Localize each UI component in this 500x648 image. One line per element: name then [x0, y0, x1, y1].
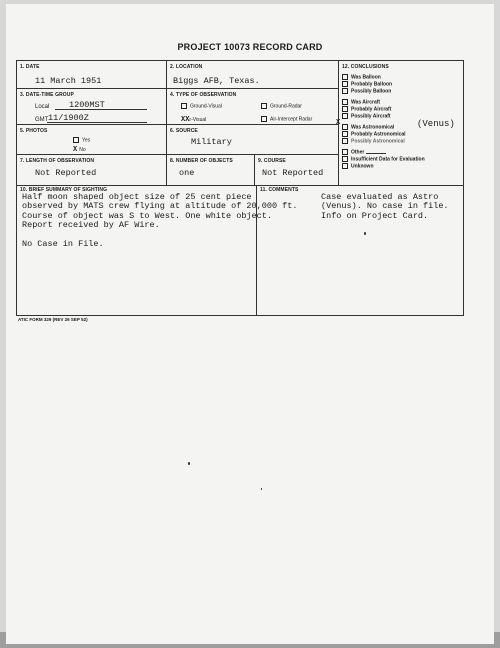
scan-speck — [188, 462, 190, 465]
conclusion-item: Possibly Balloon — [342, 88, 425, 95]
source-cell — [167, 125, 339, 155]
photos-no-text: No — [79, 147, 86, 153]
date-label: 1. DATE — [20, 64, 40, 70]
scan-speck — [261, 488, 262, 490]
observation-type-cell — [167, 89, 339, 125]
page-title: PROJECT 10073 RECORD CARD — [177, 42, 323, 52]
ground-visual-text: Ground-Visual — [190, 103, 222, 110]
dtg-gmt-value: 11/1900Z — [48, 113, 89, 123]
conclusion-checkbox — [342, 156, 348, 162]
conclusion-item: Probably Aircraft — [342, 106, 425, 113]
photos-cell — [17, 125, 167, 155]
dtg-label: 3. DATE-TIME GROUP — [20, 92, 74, 98]
dtg-cell — [17, 89, 167, 125]
dtg-gmt-line — [47, 122, 147, 123]
air-intercept-option — [261, 116, 312, 122]
astronomical-check-mark: X — [336, 119, 341, 127]
photos-yes-checkbox — [73, 137, 79, 143]
length-label: 7. LENGTH OF OBSERVATION — [20, 158, 95, 164]
dtg-local-value: 1200MST — [69, 100, 105, 110]
summary-label: 10. BRIEF SUMMARY OF SIGHTING — [20, 187, 108, 193]
air-visual-option — [181, 116, 206, 124]
conclusion-checkbox — [342, 106, 348, 112]
conclusion-checkbox — [342, 138, 348, 144]
conclusions-label: 12. CONCLUSIONS — [342, 64, 389, 70]
length-value: Not Reported — [35, 168, 97, 178]
comments-text: Case evaluated as Astro (Venus). No case in file. Info on Project Card. — [321, 192, 449, 221]
objects-value: one — [179, 168, 195, 178]
conclusions-cell — [336, 61, 463, 186]
conclusion-item: Was Aircraft — [342, 99, 425, 106]
comments-label: 11. COMMENTS — [260, 187, 299, 193]
dtg-local-line — [55, 109, 147, 110]
air-intercept-text: Air-Intercept Radar — [270, 116, 313, 123]
air-visual-mark: XX — [181, 116, 190, 124]
ground-visual-checkbox — [181, 103, 187, 109]
conclusion-item: Insufficient Data for Evaluation — [342, 156, 425, 163]
conclusion-item: Probably Astronomical — [342, 131, 425, 138]
date-cell — [17, 61, 167, 89]
venus-note: (Venus) — [417, 119, 455, 129]
dtg-gmt-label: GMT — [35, 117, 49, 123]
ground-radar-checkbox — [261, 103, 267, 109]
conclusion-checkbox — [342, 113, 348, 119]
conclusion-checkbox — [342, 131, 348, 137]
summary-text: Half moon shaped object size of 25 cent piece observed by MATS crew flying at altitude of 20,000 ft. Course of object was S to West. One white object. Report received by AF Wire. No Case in File. — [22, 192, 298, 250]
observation-type-label: 4. TYPE OF OBSERVATION — [170, 92, 237, 98]
scan-speck — [364, 232, 366, 235]
air-visual-text: r-Visual — [189, 117, 207, 123]
conclusion-checkbox — [342, 88, 348, 94]
date-value: 11 March 1951 — [35, 76, 102, 86]
location-label: 2. LOCATION — [170, 64, 203, 70]
conclusion-item: Possibly Astronomical — [342, 138, 425, 145]
source-label: 6. SOURCE — [170, 128, 198, 134]
conclusion-checkbox — [342, 74, 348, 80]
course-label: 9. COURSE — [258, 158, 286, 164]
conclusion-checkbox — [342, 124, 348, 130]
conclusion-item: Unknown — [342, 163, 425, 170]
dtg-local-label: Local — [35, 104, 50, 110]
comments-cell — [257, 186, 463, 315]
photos-yes-option — [73, 137, 90, 143]
course-cell — [255, 155, 339, 186]
conclusion-item: Other — [342, 149, 425, 156]
form-number: ATIC FORM 329 (REV 26 SEP 52) — [18, 317, 88, 322]
objects-label: 8. NUMBER OF OBJECTS — [170, 158, 233, 164]
record-card — [16, 60, 464, 316]
conclusion-checkbox — [342, 99, 348, 105]
conclusion-item: Was Balloon — [342, 74, 425, 81]
course-value: Not Reported — [262, 168, 324, 178]
objects-cell — [167, 155, 255, 186]
photos-yes-text: Yes — [82, 137, 91, 144]
conclusion-item-checked: Was Astronomical — [342, 124, 425, 131]
conclusion-checkbox — [342, 149, 348, 155]
conclusion-item: Possibly Aircraft — [342, 113, 425, 120]
conclusion-checkbox — [342, 81, 348, 87]
record-card-page — [6, 4, 494, 644]
ground-radar-option — [261, 103, 302, 109]
air-intercept-checkbox — [261, 116, 267, 122]
conclusions-list — [342, 74, 425, 170]
location-value: Biggs AFB, Texas. — [173, 76, 260, 86]
location-cell — [167, 61, 339, 89]
source-value: Military — [191, 137, 232, 147]
photos-no-option — [73, 146, 86, 154]
ground-visual-option — [181, 103, 222, 109]
conclusion-item: Probably Balloon — [342, 81, 425, 88]
photos-label: 5. PHOTOS — [20, 128, 48, 134]
conclusion-checkbox — [342, 163, 348, 169]
length-cell — [17, 155, 167, 186]
ground-radar-text: Ground-Radar — [270, 103, 302, 110]
photos-no-mark: X — [73, 146, 78, 154]
